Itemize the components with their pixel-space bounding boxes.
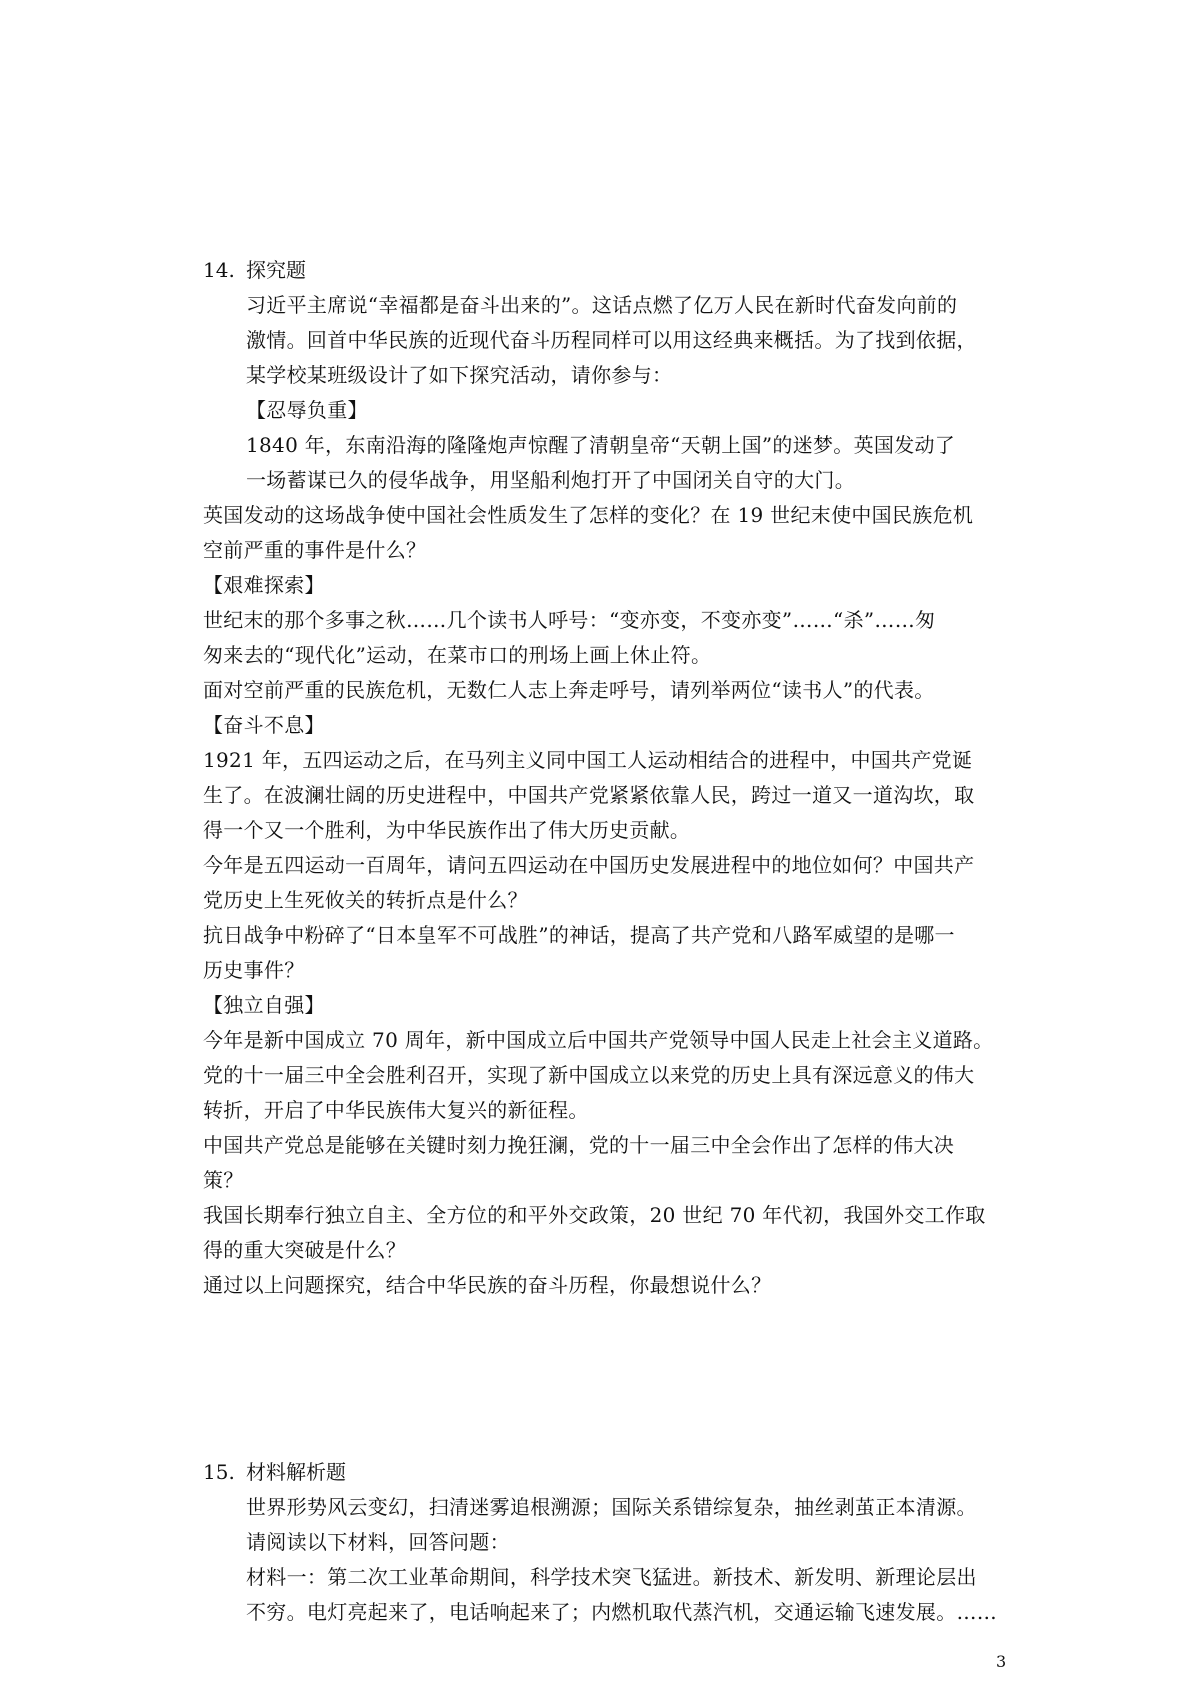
q15-material1-line-2: 不穷。电灯亮起来了，电话响起来了；内燃机取代蒸汽机，交通运输飞速发展。……	[246, 1600, 998, 1624]
q15-intro-line-2: 请阅读以下材料，回答问题：	[246, 1530, 510, 1554]
q14-part3-text-2: 生了。在波澜壮阔的历史进程中，中国共产党紧紧依靠人民，跨过一道又一道沟坎，取	[203, 783, 975, 807]
q14-part4-question1-line-2: 策？	[203, 1168, 244, 1192]
q14-part3-text-1: 1921 年，五四运动之后，在马列主义同中国工人运动相结合的进程中，中国共产党诞	[203, 748, 973, 772]
q14-part3-question1-line-2: 党历史上生死攸关的转折点是什么？	[203, 888, 528, 912]
q14-part1-text-1: 1840 年，东南沿海的隆隆炮声惊醒了清朝皇帝“天朝上国”的迷梦。英国发动了	[246, 433, 956, 457]
question-15-number: 15.	[203, 1460, 235, 1484]
q14-part2-text-1: 世纪末的那个多事之秋……几个读书人呼号：“变亦变，不变亦变”……“杀”……匆	[203, 608, 936, 632]
q14-part1-heading: 【忍辱负重】	[246, 398, 368, 422]
q14-intro-line-2: 激情。回首中华民族的近现代奋斗历程同样可以用这经典来概括。为了找到依据，	[246, 328, 977, 352]
q14-part4-question1-line-1: 中国共产党总是能够在关键时刻力挽狂澜，党的十一届三中全会作出了怎样的伟大决	[203, 1133, 955, 1157]
q14-part2-question: 面对空前严重的民族危机，无数仁人志上奔走呼号，请列举两位“读书人”的代表。	[203, 678, 935, 702]
q15-material1-line-1: 材料一：第二次工业革命期间，科学技术突飞猛进。新技术、新发明、新理论层出	[246, 1565, 977, 1589]
q14-part1-question-2: 空前严重的事件是什么？	[203, 538, 427, 562]
question-14-title: 探究题	[246, 258, 306, 282]
q14-part3-question2-line-1: 抗日战争中粉碎了“日本皇军不可战胜”的神话，提高了共产党和八路军威望的是哪一	[203, 923, 955, 947]
q14-part4-question2-line-1: 我国长期奉行独立自主、全方位的和平外交政策，20 世纪 70 年代初，我国外交工作取	[203, 1203, 986, 1227]
q14-part4-text-3: 转折，开启了中华民族伟大复兴的新征程。	[203, 1098, 589, 1122]
q14-intro-line-3: 某学校某班级设计了如下探究活动，请你参与：	[246, 363, 673, 387]
q14-part1-text-2: 一场蓄谋已久的侵华战争，用坚船利炮打开了中国闭关自守的大门。	[246, 468, 855, 492]
q14-part3-question2-line-2: 历史事件？	[203, 958, 305, 982]
q14-part3-heading: 【奋斗不息】	[203, 713, 325, 737]
q15-intro-line-1: 世界形势风云变幻，扫清迷雾追根溯源；国际关系错综复杂，抽丝剥茧正本清源。	[246, 1495, 977, 1519]
q14-part4-heading: 【独立自强】	[203, 993, 325, 1017]
q14-part3-question1-line-1: 今年是五四运动一百周年，请问五四运动在中国历史发展进程中的地位如何？中国共产	[203, 853, 975, 877]
q14-part4-question2-line-2: 得的重大突破是什么？	[203, 1238, 406, 1262]
q14-intro-line-1: 习近平主席说“幸福都是奋斗出来的”。这话点燃了亿万人民在新时代奋发向前的	[246, 293, 958, 317]
page-number: 3	[996, 1652, 1007, 1671]
q14-part4-text-2: 党的十一届三中全会胜利召开，实现了新中国成立以来党的历史上具有深远意义的伟大	[203, 1063, 975, 1087]
question-14-number: 14.	[203, 258, 235, 282]
q14-part4-question3: 通过以上问题探究，结合中华民族的奋斗历程，你最想说什么？	[203, 1273, 772, 1297]
q14-part3-text-3: 得一个又一个胜利，为中华民族作出了伟大历史贡献。	[203, 818, 691, 842]
question-15-title: 材料解析题	[246, 1460, 346, 1484]
q14-part1-question-1: 英国发动的这场战争使中国社会性质发生了怎样的变化？在 19 世纪末使中国民族危机	[203, 503, 974, 527]
q14-part2-heading: 【艰难探索】	[203, 573, 325, 597]
q14-part2-text-2: 匆来去的“现代化”运动，在菜市口的刑场上画上休止符。	[203, 643, 712, 667]
q14-part4-text-1: 今年是新中国成立 70 周年，新中国成立后中国共产党领导中国人民走上社会主义道路。	[203, 1028, 994, 1052]
